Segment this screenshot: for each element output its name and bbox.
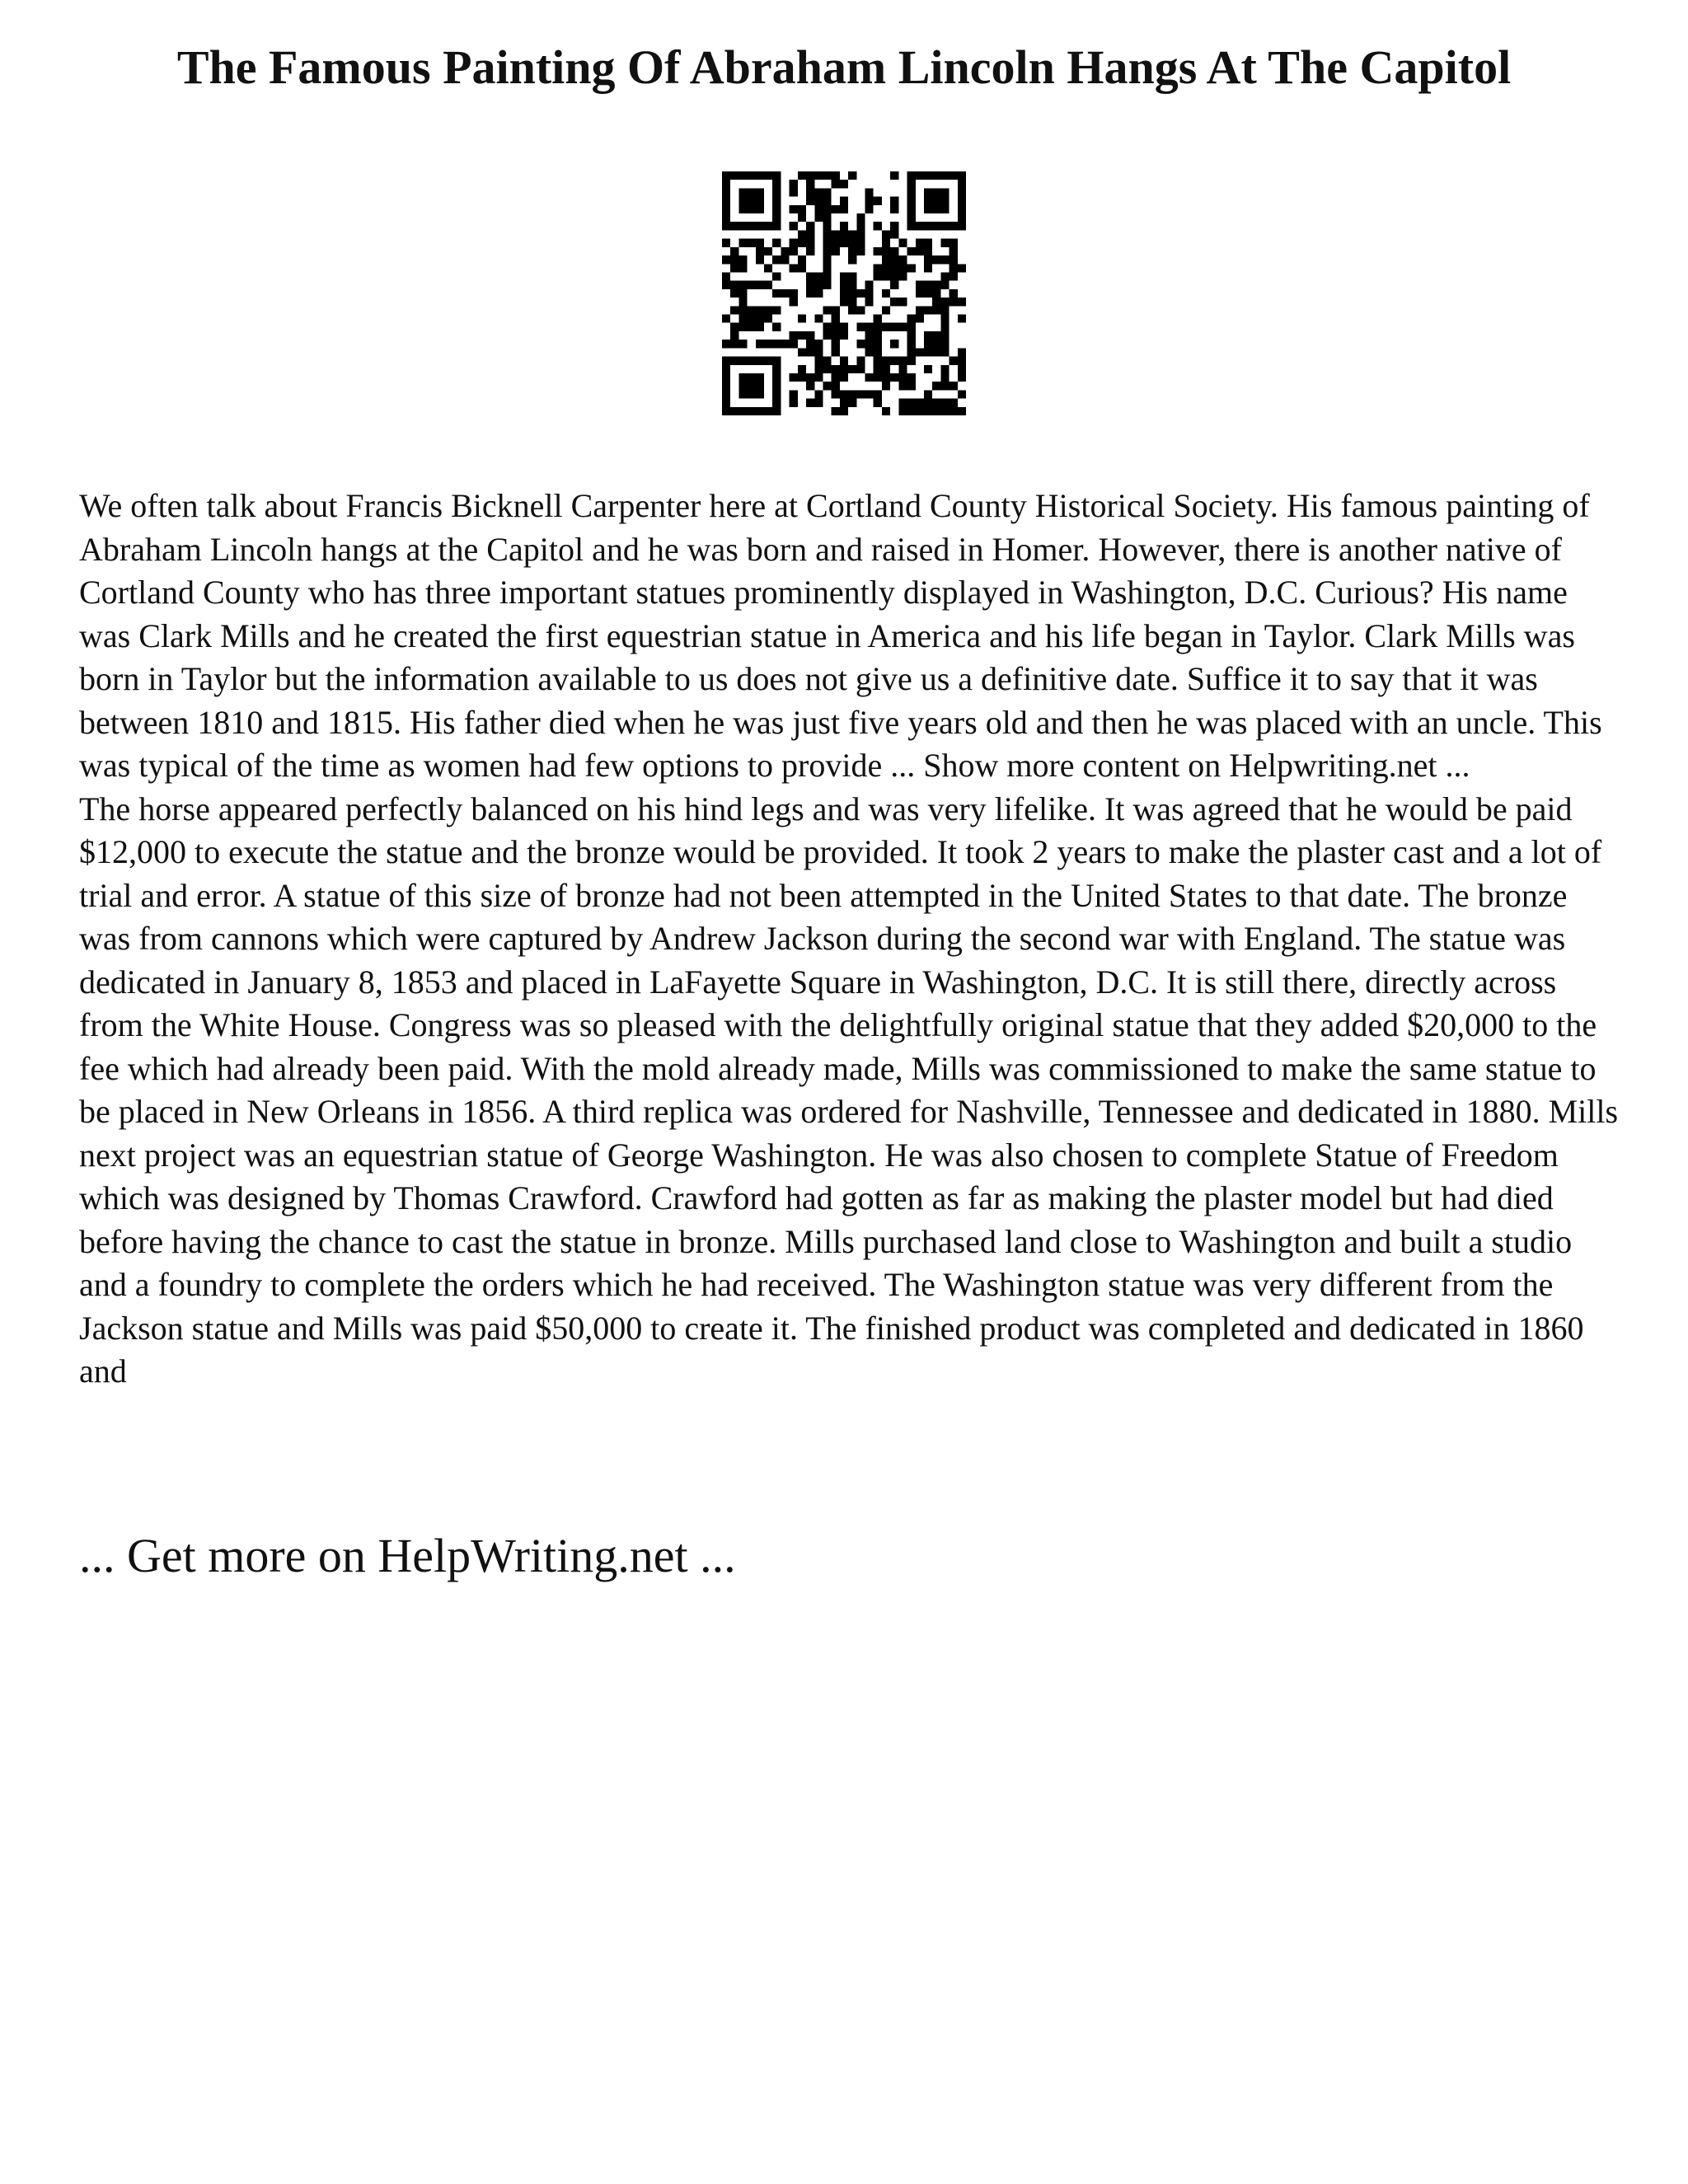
- page-title: The Famous Painting Of Abraham Lincoln Hangs At The Capitol: [176, 40, 1512, 94]
- qr-code-icon[interactable]: [722, 171, 966, 415]
- get-more-link[interactable]: ... Get more on HelpWriting.net ...: [79, 1529, 736, 1582]
- article-body: [79, 485, 1625, 1394]
- article-paragraph-2: The horse appeared perfectly balanced on his hind legs and was very lifelike. It was agreed that he would be paid $12,000 to execute the statue and the bronze would be provided. It took 2 years to make the plaster cast and a lot of trial and error. A statue of this size of bronze had not been attempted in the United States to that date. The bronze was from cannons which were captured by Andrew Jackson during the second war with England. The statue was dedicated in January 8, 1853 and placed in LaFayette Square in Washington, D.C. It is still there, directly across from the White House. Congress was so pleased with the delightfully original statue that they added $20,000 to the fee which had already been paid. With the mold already made, Mills was commissioned to make the same statue to be placed in New Orleans in 1856. A third replica was ordered for Nashville, Tennessee and dedicated in 1880. Mills next project was an equestrian statue of George Washington. He was also chosen to complete Statue of Freedom which was designed by Thomas Crawford. Crawford had gotten as far as making the plaster model but had died before having the chance to cast the statue in bronze. Mills purchased land close to Washington and built a studio and a foundry to complete the orders which he had received. The Washington statue was very different from the Jackson statue and Mills was paid $50,000 to create it. The finished product was completed and dedicated in 1860 and: [79, 790, 1619, 1390]
- article-paragraph-1: We often talk about Francis Bicknell Carpenter here at Cortland County Historical Society. His famous painting of Abraham Lincoln hangs at the Capitol and he was born and raised in Homer. However, there is another native of Cortland County who has three important statues prominently displayed in Washington, D.C. Curious? His name was Clark Mills and he created the first equestrian statue in America and his life began in Taylor. Clark Mills was born in Taylor but the information available to us does not give us a definitive date. Suffice it to say that it was between 1810 and 1815. His father died when he was just five years old and then he was placed with an uncle. This was typical of the time as women had few options to provide ... Show more content on Helpwriting.net ...: [79, 487, 1602, 784]
